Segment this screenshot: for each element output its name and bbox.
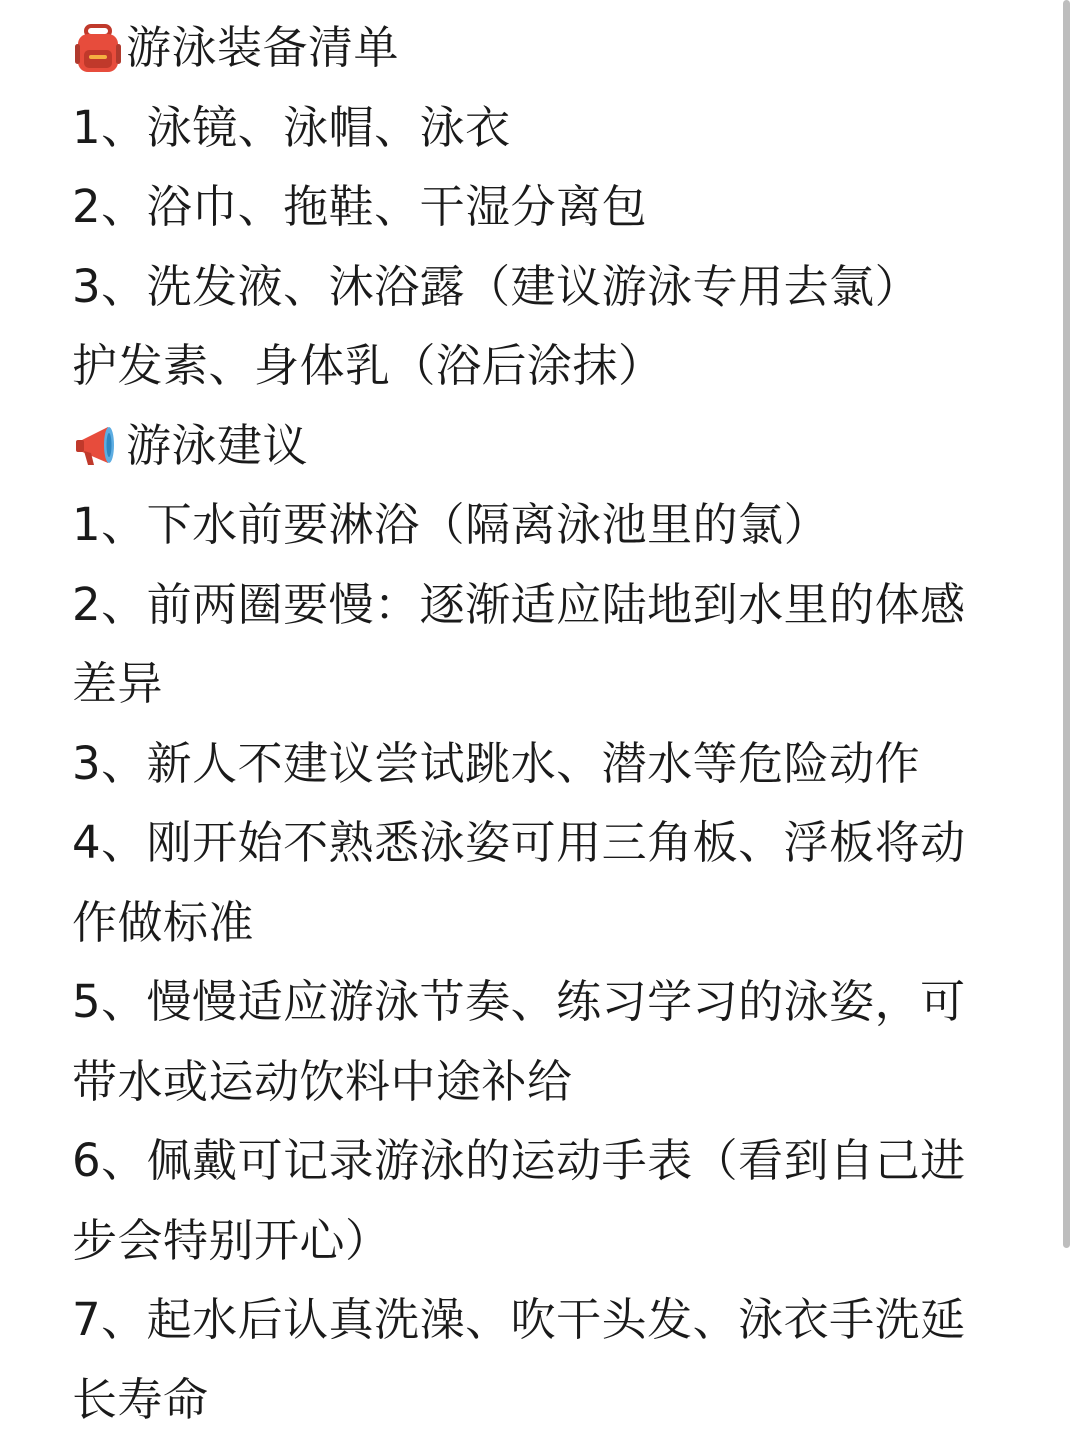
gear-item: 3、洗发液、沐浴露（建议游泳专用去氯） [72, 259, 921, 313]
gear-item: 1、泳镜、泳帽、泳衣 [72, 100, 511, 154]
backpack-icon [72, 22, 124, 74]
tip-line: 4、刚开始不熟悉泳姿可用三角板、浮板将动 [72, 816, 966, 869]
tips-title: 游泳建议 [126, 418, 309, 472]
tip-line: 2、前两圈要慢：逐渐适应陆地到水里的体感 [72, 577, 966, 631]
tip-line: 作做标准 [72, 895, 255, 949]
gear-list-heading [72, 8, 1012, 88]
tip-line: 长寿命 [72, 1372, 209, 1426]
gear-list-title: 游泳装备清单 [126, 21, 400, 74]
gear-item: 2、浴巾、拖鞋、干湿分离包 [72, 180, 648, 233]
tip-line: 5、慢慢适应游泳节奏、练习学习的泳姿，可 [72, 975, 966, 1028]
megaphone-icon [72, 419, 124, 471]
note-content [72, 8, 1012, 1439]
gear-item: 护发素、身体乳（浴后涂抹） [72, 339, 664, 392]
tip-line: 带水或运动饮料中途补给 [72, 1054, 573, 1108]
tip-line: 1、下水前要淋浴（隔离泳池里的氯） [72, 498, 830, 551]
tip-line: 差异 [72, 657, 164, 710]
tip-line: 步会特别开心） [72, 1213, 391, 1267]
tips-heading [72, 406, 1012, 486]
tip-line: 7、起水后认真洗澡、吹干头发、泳衣手洗延 [72, 1293, 966, 1346]
tip-line: 3、新人不建议尝试跳水、潜水等危险动作 [72, 736, 921, 790]
vertical-scrollbar[interactable] [1063, 0, 1070, 1248]
tip-line: 6、佩戴可记录游泳的运动手表（看到自己进 [72, 1134, 966, 1187]
